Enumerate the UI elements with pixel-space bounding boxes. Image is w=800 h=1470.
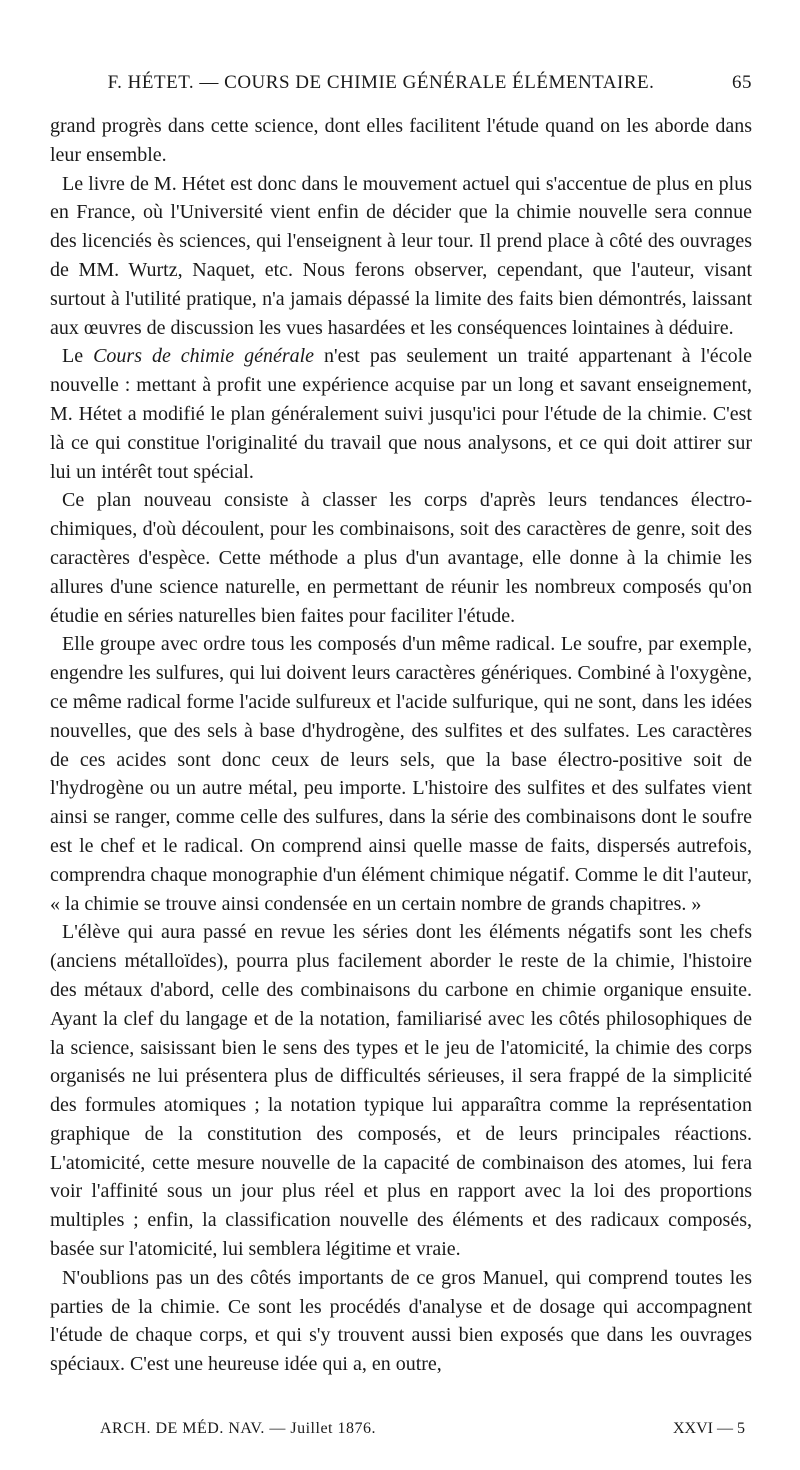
paragraph-3: [50, 342, 752, 486]
paragraph-3-start: Le: [62, 345, 94, 368]
paragraph-1: grand progrès dans cette science, dont elles facilitent l'étude quand on les aborde dans leur ensemble.: [50, 115, 752, 166]
book-title: Cours de chimie générale: [93, 345, 315, 368]
paragraph-7: N'oublions pas un des côtés importants de ce gros Manuel, qui comprend toutes les parties de la chimie. Ce sont les procédés d'analyse et de dosage qui accompagnent l'étude de chaque corps, et qui s'y trouvent aussi bien exposés que dans les ouvrages spéciaux. C'est une heureuse idée qui a, en outre,: [50, 1266, 752, 1376]
page-footer: [100, 1420, 745, 1438]
paragraph-4: Ce plan nouveau consiste à classer les corps d'après leurs tendances électro-chimiques, d'où découlent, pour les combinaisons, soit des caractères de genre, soit des caractères d'espèce. Cette méthode a plus d'un avantage, elle donne à la chimie les allures d'une science naturelle, en permettant de réunir les nombreux composés qu'on étudie en séries naturelles bien faites pour faciliter l'étude.: [50, 489, 752, 627]
paragraph-2: Le livre de M. Hétet est donc dans le mouvement actuel qui s'accentue de plus en plus en France, où l'Université vient enfin de décider que la chimie nouvelle sera connue des licenciés ès sciences, qui l'enseignent à leur tour. Il prend place à côté des ouvrages de MM. Wurtz, Naquet, etc. Nous ferons observer, cependant, que l'auteur, visant surtout à l'utilité pratique, n'a jamais dépassé la limite des faits bien démontrés, laissant aux œuvres de discussion les vues hasardées et les conséquences lointaines à déduire.: [50, 172, 752, 339]
footer-citation: ARCH. DE MÉD. NAV. — Juillet 1876.: [100, 1420, 376, 1437]
article-body: [50, 112, 752, 1379]
running-header: [50, 72, 752, 94]
paragraph-6: L'élève qui aura passé en revue les séries dont les éléments négatifs sont les chefs (anciens métalloïdes), pourra plus facilement aborder le reste de la chimie, l'histoire des métaux d'abord, celle des combinaisons du carbone en chimie organique ensuite. Ayant la clef du langage et de la notation, familiarisé avec les côtés philosophiques de la science, saisissant bien le sens des types et le jeu de l'atomicité, la chimie des corps organisés ne lui présentera plus de difficultés sérieuses, il sera frappé de la simplicité des formules atomiques ; la notation typique lui apparaîtra comme la représentation graphique de la constitution des composés, et de leurs principales réactions. L'atomicité, cette mesure nouvelle de la capacité de combinaison des atomes, lui fera voir l'affinité sous un jour plus réel et plus en rapport avec la loi des proportions multiples ; enfin, la classification nouvelle des éléments et des radicaux composés, basée sur l'atomicité, lui semblera légitime et vraie.: [50, 921, 752, 1261]
paragraph-5: Elle groupe avec ordre tous les composés d'un même radical. Le soufre, par exemple, engendre les sulfures, qui lui doivent leurs caractères génériques. Combiné à l'oxygène, ce même radical forme l'acide sulfureux et l'acide sulfurique, qui ne sont, dans les idées nouvelles, que des sels à base d'hydrogène, des sulfites et des sulfates. Les caractères de ces acides sont donc ceux de leurs sels, que la base électro-positive soit de l'hydrogène ou un autre métal, peu importe. L'histoire des sulfites et des sulfates vient ainsi se ranger, comme celle des sulfures, dans la série des combinaisons dont le soufre est le chef et le radical. On comprend ainsi quelle masse de faits, dispersés autrefois, comprendra chaque monographie d'un élément chimique négatif. Comme le dit l'auteur, « la chimie se trouve ainsi condensée en un certain nombre de grands chapitres. »: [50, 633, 752, 915]
footer-signature: XXVI — 5: [673, 1420, 745, 1437]
paragraph-3-rest: n'est pas seulement un traité appartenant à l'école nouvelle : mettant à profit une expérience acquise par un long et savant enseignement, M. Hétet a modifié le plan généralement suivi jusqu'ici pour l'étude de la chimie. C'est là ce qui constitue l'originalité du travail que nous analysons, et ce qui doit attirer sur lui un intérêt tout spécial.: [50, 345, 752, 483]
page-number: 65: [732, 72, 752, 93]
running-title: F. HÉTET. — COURS DE CHIMIE GÉNÉRALE ÉLÉMENTAIRE.: [107, 72, 655, 93]
